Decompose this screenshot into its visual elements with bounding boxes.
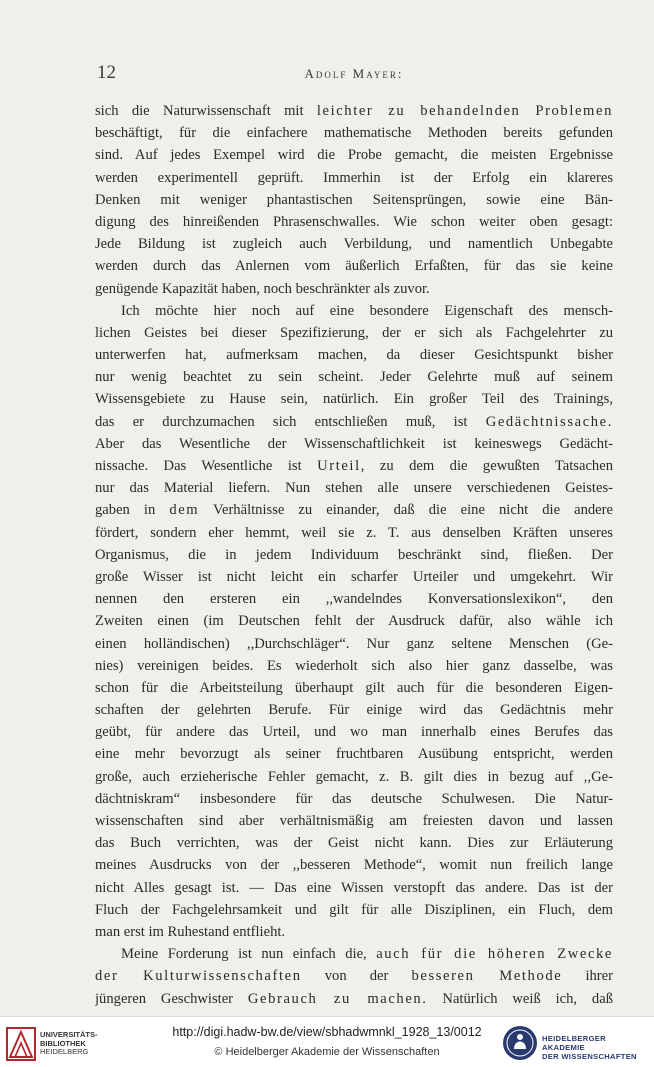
text-line — [95, 122, 613, 144]
text-line — [95, 344, 613, 366]
text-run: , zu dem die gewußten Tatsachen — [360, 458, 613, 474]
text-run: große, auch erzieherische Fehler gemacht, z. B. gilt dies in bezug auf ,,Ge- — [95, 768, 613, 785]
academy-seal-icon — [502, 1025, 538, 1061]
paragraph — [95, 100, 613, 300]
text-line — [95, 189, 613, 211]
text-line — [95, 877, 613, 899]
text-line — [95, 433, 613, 455]
text-line — [95, 832, 613, 854]
text-run: lichen Geistes bei dieser Spezifizierung, der er sich als Fachgelehrter zu — [95, 324, 613, 341]
text-run: jüngeren Geschwister — [95, 990, 248, 1007]
text-line — [95, 522, 613, 544]
body-text — [95, 100, 613, 1010]
emphasized-text: leichter zu behandelnden Problemen — [316, 103, 613, 119]
text-line — [95, 233, 613, 255]
text-run: geübt, für andere das Urteil, und wo man innerhalb eines Berufes das — [95, 724, 613, 741]
academy-name-line-2: DER WISSENSCHAFTEN — [542, 1052, 637, 1061]
paragraph — [95, 943, 613, 1010]
paragraph — [95, 300, 613, 943]
text-line — [95, 366, 613, 388]
emphasized-text: Gedächtnissache. — [485, 413, 613, 430]
text-run: schon für die Arbeitsteilung überhaupt gilt auch für die besonderen Eigen- — [95, 679, 613, 696]
academy-name — [542, 1034, 648, 1061]
text-line — [95, 566, 613, 588]
text-run: sind. Auf jedes Exempel wird die Probe gemacht, die meisten Ergebnisse — [95, 147, 613, 164]
text-run: meines Ausdrucks von der ,,besseren Methode“, womit nun freilich lange — [95, 857, 613, 874]
text-line — [95, 743, 613, 765]
text-run: nies) vereinigen beides. Es wiederholt sich also hier ganz dasselbe, was — [95, 657, 613, 674]
text-line — [95, 499, 613, 521]
text-run: nur das Material liefern. Nun stehen alle unsere verschiedenen Geistes- — [95, 480, 613, 497]
viewer-footer — [0, 1016, 654, 1067]
text-line — [95, 588, 613, 610]
page-header — [97, 62, 611, 86]
text-run: wissenschaften sind aber verhältnismäßig am freiesten davon und lassen — [95, 813, 613, 829]
emphasized-text: der Kulturwissenschaften — [95, 968, 302, 985]
page-number: 12 — [97, 62, 116, 83]
text-run: dächtniskram“ insbesondere für das deutsche Schulwesen. Die Natur- — [95, 790, 613, 807]
text-run: nicht Alles gesagt ist. — Das eine Wissen verstopft das andere. Das ist der — [95, 879, 613, 896]
text-run: digung des hinreißenden Phrasenschwalles. Wie schon weiter oben gesagt: — [95, 213, 613, 230]
text-line — [95, 255, 613, 277]
emphasized-text: Urteil — [317, 458, 361, 474]
text-run: von der — [301, 968, 412, 985]
text-line — [95, 699, 613, 721]
text-run: genügende Kapazität haben, noch beschränkter als zuvor. — [95, 280, 430, 297]
text-line — [95, 899, 613, 921]
text-line — [95, 655, 613, 677]
text-line — [95, 633, 613, 655]
text-run: ihrer — [562, 968, 613, 985]
text-run: sich die Naturwissenschaft mit — [95, 103, 317, 119]
text-run: Organismus, die in jedem Individuum beschränkt sind, fließen. Der — [95, 546, 613, 563]
text-run: werden durch das Anlernen vom äußerlich Erfaßten, für das sie keine — [95, 258, 613, 275]
text-line — [95, 788, 613, 810]
text-line — [95, 544, 613, 566]
text-line — [95, 988, 613, 1010]
library-name-line-1: UNIVERSITÄTS- — [40, 1030, 98, 1039]
text-line — [95, 854, 613, 876]
text-run: große Wisser ist nicht leicht ein scharfer Urteiler und umgekehrt. Wir — [95, 568, 613, 585]
emphasized-text: besseren Methode — [411, 968, 563, 985]
text-run: Fluch der Fachgelehrsamkeit und gilt für alle Disziplinen, ein Fluch, dem — [95, 901, 613, 918]
text-line — [95, 167, 613, 189]
text-run: nissache. Das Wesentliche ist — [95, 458, 318, 474]
text-line — [95, 721, 613, 743]
academy-name-line-1: HEIDELBERGER AKADEMIE — [542, 1034, 606, 1052]
text-run: schaften der gelehrten Berufe. Für einige wird das Gedächtnis mehr — [95, 702, 613, 719]
text-run: nennen den ersteren ein ,,wandelndes Konversationslexikon“, den — [95, 591, 613, 608]
text-run: das Buch verrichten, was der Geist nicht kann. Dies zur Erläuterung — [95, 835, 613, 852]
text-run: Zweiten einen (im Deutschen fehlt der Ausdruck dafür, also wähle ich — [95, 613, 613, 630]
text-run: man erst im Ruhestand entflieht. — [95, 923, 286, 940]
text-run: Verhältnisse zu einander, daß die eine nicht die andere — [199, 502, 613, 519]
text-run: Meine Forderung ist nun einfach die, — [121, 946, 377, 963]
text-run: fördert, sondern eher hemmt, weil sie z. T. aus denselben Kräften unseres — [95, 524, 613, 541]
text-run: das er durchzumachen sich entschließen muß, ist — [95, 413, 486, 430]
text-run: Wissensgebiete zu Hause sein, natürlich. Ein großer Teil des Trainings, — [95, 391, 613, 408]
text-run: Natürlich weiß ich, daß — [427, 990, 613, 1007]
text-line — [95, 388, 613, 410]
text-run: unterwerfen hat, aufmerksam machen, da dieser Gesichtspunkt bisher — [95, 347, 613, 364]
text-line — [95, 278, 613, 300]
text-line — [95, 810, 613, 832]
text-line — [95, 477, 613, 499]
copyright-notice: © Heidelberger Akademie der Wissenschaften — [214, 1046, 440, 1058]
permalink-url[interactable]: http://digi.hadw-bw.de/view/sbhadwmnkl_1928_13/0012 — [172, 1025, 482, 1039]
text-line — [95, 411, 613, 433]
emphasized-text: auch für die höheren Zwecke — [376, 946, 613, 963]
text-line — [95, 455, 613, 477]
text-line — [95, 211, 613, 233]
text-line — [95, 300, 613, 322]
text-line — [95, 921, 613, 943]
text-run: Aber das Wesentliche der Wissenschaftlichkeit ist keineswegs Gedächt- — [95, 435, 613, 452]
text-run: nur wenig beachtet zu sein scheint. Jeder Gelehrte muß auf seinem — [95, 369, 613, 386]
academy-logo[interactable] — [502, 1025, 648, 1061]
library-name-line-3: HEIDELBERG — [40, 1047, 89, 1057]
text-line — [95, 100, 613, 122]
text-line — [95, 677, 613, 699]
text-run: Jede Bildung ist zugleich auch Verbildung, und namentlich Unbegabte — [95, 236, 613, 253]
library-name-line-2: BIBLIOTHEK — [40, 1038, 86, 1048]
text-line — [95, 610, 613, 632]
running-head: Adolf Mayer: — [304, 66, 404, 81]
text-line — [95, 943, 613, 965]
text-run: eine mehr bevorzugt als seiner fruchtbaren Ausübung entspricht, werden — [95, 746, 613, 763]
text-run: Ich möchte hier noch auf eine besondere Eigenschaft des mensch- — [121, 302, 613, 319]
text-line — [95, 322, 613, 344]
text-run: einen holländischen) ,,Durchschläger“. Nur ganz seltene Menschen (Ge- — [95, 635, 613, 652]
emphasized-text: Gebrauch zu machen. — [247, 990, 428, 1007]
text-line — [95, 965, 613, 987]
text-line — [95, 766, 613, 788]
text-run: werden experimentell geprüft. Immerhin ist der Erfolg ein klareres — [95, 169, 613, 186]
emphasized-text: dem — [169, 502, 200, 519]
text-run: beschäftigt, für die einfachere mathematische Methoden bereits gefunden — [95, 125, 613, 142]
text-run: Denken mit weniger phantastischen Seitensprüngen, sowie eine Bän- — [95, 191, 613, 208]
text-run: gaben in — [95, 502, 170, 519]
text-line — [95, 144, 613, 166]
